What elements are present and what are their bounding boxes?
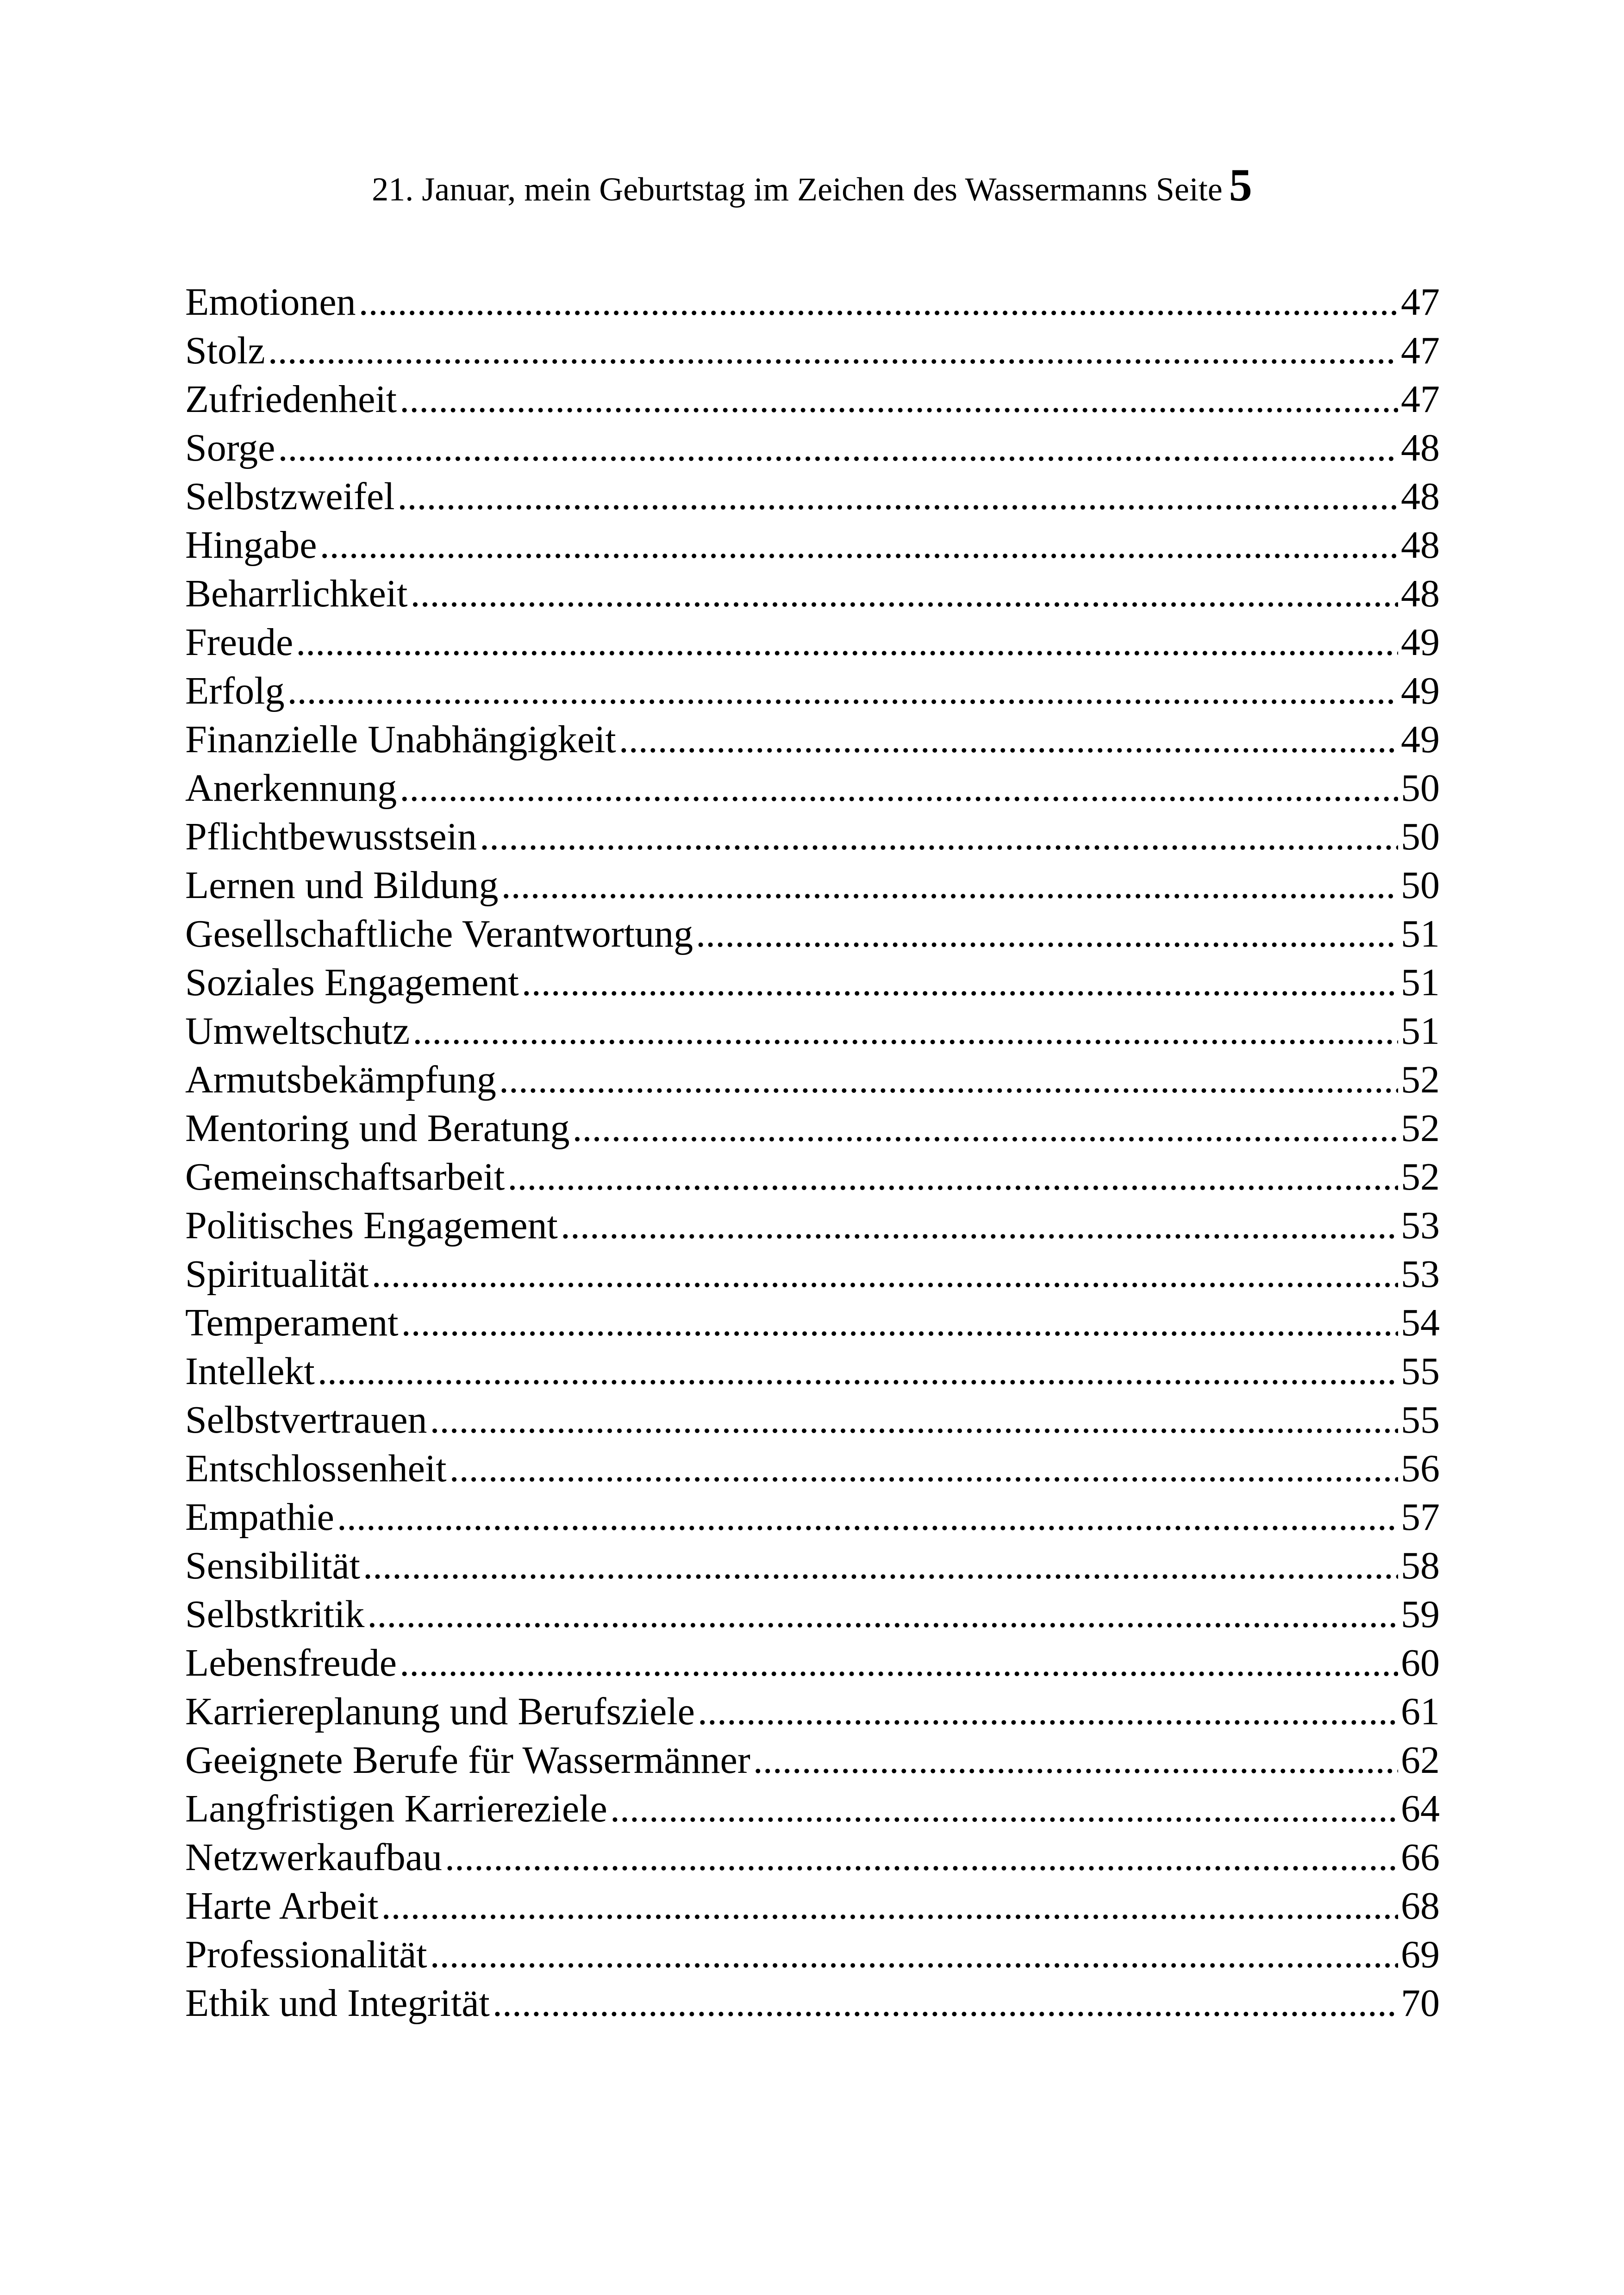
- toc-entry-title: Ethik und Integrität: [185, 1982, 490, 2025]
- toc-entry-page-number: 47: [1401, 329, 1440, 372]
- toc-entry-page-number: 52: [1401, 1107, 1440, 1150]
- toc-entry-title: Politisches Engagement: [185, 1204, 558, 1247]
- toc-entry-page-number: 61: [1401, 1690, 1440, 1733]
- toc-entry-page-number: 70: [1401, 1982, 1440, 2025]
- toc-entry-title: Selbstkritik: [185, 1593, 365, 1636]
- toc-dot-leader: [278, 424, 1398, 472]
- toc-entry-page-number: 47: [1401, 281, 1440, 324]
- toc-entry[interactable]: [185, 326, 1440, 375]
- toc-entry-title: Entschlossenheit: [185, 1447, 447, 1490]
- toc-dot-leader: [296, 618, 1398, 667]
- page-header: [0, 157, 1624, 213]
- toc-entry-title: Pflichtbewusstsein: [185, 815, 477, 858]
- toc-dot-leader: [412, 1007, 1398, 1055]
- toc-dot-leader: [430, 1930, 1398, 1979]
- toc-dot-leader: [401, 1298, 1398, 1347]
- toc-entry-page-number: 55: [1401, 1398, 1440, 1441]
- toc-entry-title: Umweltschutz: [185, 1010, 410, 1053]
- toc-dot-leader: [268, 326, 1398, 375]
- toc-entry[interactable]: [185, 861, 1440, 910]
- toc-entry-page-number: 68: [1401, 1884, 1440, 1927]
- toc-dot-leader: [445, 1833, 1398, 1882]
- toc-dot-leader: [363, 1541, 1398, 1590]
- toc-entry-page-number: 57: [1401, 1496, 1440, 1539]
- toc-entry-title: Intellekt: [185, 1350, 315, 1393]
- toc-dot-leader: [367, 1590, 1398, 1639]
- toc-entry-page-number: 56: [1401, 1447, 1440, 1490]
- toc-dot-leader: [337, 1493, 1398, 1541]
- toc-entry[interactable]: [185, 618, 1440, 667]
- toc-entry-title: Karriereplanung und Berufsziele: [185, 1690, 695, 1733]
- toc-entry-page-number: 48: [1401, 475, 1440, 518]
- toc-entry-page-number: 69: [1401, 1933, 1440, 1976]
- toc-entry-page-number: 49: [1401, 718, 1440, 761]
- toc-entry[interactable]: [185, 1201, 1440, 1250]
- toc-entry-title: Gesellschaftliche Verantwortung: [185, 912, 693, 955]
- toc-entry-title: Sorge: [185, 426, 275, 469]
- toc-entry-title: Beharrlichkeit: [185, 572, 408, 615]
- toc-entry[interactable]: [185, 375, 1440, 424]
- toc-dot-leader: [359, 278, 1398, 326]
- toc-entry[interactable]: [185, 667, 1440, 715]
- toc-entry[interactable]: [185, 1104, 1440, 1153]
- toc-entry-title: Soziales Engagement: [185, 961, 519, 1004]
- toc-dot-leader: [522, 958, 1398, 1007]
- toc-entry-title: Anerkennung: [185, 767, 397, 810]
- toc-entry[interactable]: [185, 1882, 1440, 1930]
- toc-entry-title: Professionalität: [185, 1933, 427, 1976]
- toc-entry-page-number: 51: [1401, 912, 1440, 955]
- toc-entry-page-number: 55: [1401, 1350, 1440, 1393]
- toc-entry-page-number: 51: [1401, 961, 1440, 1004]
- toc-dot-leader: [398, 472, 1398, 521]
- toc-entry[interactable]: [185, 958, 1440, 1007]
- toc-entry[interactable]: [185, 1153, 1440, 1201]
- toc-dot-leader: [287, 667, 1398, 715]
- toc-entry[interactable]: [185, 1979, 1440, 2027]
- toc-entry[interactable]: [185, 1250, 1440, 1298]
- toc-entry-page-number: 52: [1401, 1155, 1440, 1198]
- table-of-contents: [185, 278, 1440, 2027]
- toc-entry-page-number: 48: [1401, 426, 1440, 469]
- toc-entry-title: Netzwerkaufbau: [185, 1836, 443, 1879]
- toc-entry-title: Emotionen: [185, 281, 356, 324]
- toc-dot-leader: [450, 1444, 1398, 1493]
- toc-entry-title: Freude: [185, 621, 294, 664]
- toc-dot-leader: [561, 1201, 1398, 1250]
- toc-entry-page-number: 47: [1401, 378, 1440, 421]
- toc-entry[interactable]: [185, 1007, 1440, 1055]
- toc-entry-title: Selbstvertrauen: [185, 1398, 427, 1441]
- toc-entry-title: Spiritualität: [185, 1253, 369, 1296]
- toc-dot-leader: [753, 1736, 1398, 1784]
- toc-entry-title: Mentoring und Beratung: [185, 1107, 570, 1150]
- toc-entry-title: Lernen und Bildung: [185, 864, 499, 907]
- toc-dot-leader: [493, 1979, 1398, 2027]
- toc-dot-leader: [430, 1396, 1399, 1444]
- toc-dot-leader: [480, 812, 1398, 861]
- toc-dot-leader: [400, 764, 1398, 812]
- toc-entry[interactable]: [185, 1784, 1440, 1833]
- toc-entry[interactable]: [185, 569, 1440, 618]
- toc-entry-page-number: 52: [1401, 1058, 1440, 1101]
- toc-entry-title: Hingabe: [185, 524, 317, 567]
- toc-entry-page-number: 54: [1401, 1301, 1440, 1344]
- toc-entry-title: Langfristigen Karriereziele: [185, 1787, 607, 1830]
- toc-entry[interactable]: [185, 1590, 1440, 1639]
- toc-entry-title: Lebensfreude: [185, 1641, 397, 1684]
- toc-entry-page-number: 60: [1401, 1641, 1440, 1684]
- toc-entry[interactable]: [185, 910, 1440, 958]
- toc-dot-leader: [698, 1687, 1398, 1736]
- toc-entry-title: Sensibilität: [185, 1544, 360, 1587]
- toc-entry[interactable]: [185, 1833, 1440, 1882]
- toc-entry[interactable]: [185, 1639, 1440, 1687]
- toc-entry[interactable]: [185, 1930, 1440, 1979]
- toc-entry-title: Geeignete Berufe für Wassermänner: [185, 1739, 750, 1782]
- toc-entry-title: Zufriedenheit: [185, 378, 397, 421]
- toc-entry[interactable]: [185, 1298, 1440, 1347]
- toc-entry[interactable]: [185, 1055, 1440, 1104]
- toc-entry[interactable]: [185, 764, 1440, 812]
- toc-entry-title: Finanzielle Unabhängigkeit: [185, 718, 616, 761]
- toc-entry-page-number: 50: [1401, 815, 1440, 858]
- header-title: 21. Januar, mein Geburtstag im Zeichen des Wassermanns Seite: [372, 171, 1223, 208]
- toc-entry[interactable]: [185, 1396, 1440, 1444]
- toc-dot-leader: [320, 521, 1398, 569]
- toc-entry-title: Erfolg: [185, 669, 285, 712]
- toc-entry-page-number: 53: [1401, 1204, 1440, 1247]
- toc-entry-page-number: 50: [1401, 767, 1440, 810]
- toc-entry-page-number: 59: [1401, 1593, 1440, 1636]
- toc-entry[interactable]: [185, 472, 1440, 521]
- toc-entry[interactable]: [185, 424, 1440, 472]
- toc-entry[interactable]: [185, 1444, 1440, 1493]
- toc-entry[interactable]: [185, 1687, 1440, 1736]
- toc-dot-leader: [400, 1639, 1398, 1687]
- toc-entry-page-number: 66: [1401, 1836, 1440, 1879]
- toc-entry-title: Temperament: [185, 1301, 399, 1344]
- toc-entry[interactable]: [185, 1541, 1440, 1590]
- toc-dot-leader: [400, 375, 1398, 424]
- toc-entry[interactable]: [185, 1493, 1440, 1541]
- toc-entry-page-number: 48: [1401, 572, 1440, 615]
- toc-dot-leader: [619, 715, 1398, 764]
- toc-dot-leader: [318, 1347, 1398, 1396]
- toc-entry-title: Selbstzweifel: [185, 475, 395, 518]
- toc-dot-leader: [696, 910, 1398, 958]
- toc-entry-title: Armutsbekämpfung: [185, 1058, 496, 1101]
- toc-dot-leader: [610, 1784, 1398, 1833]
- toc-entry[interactable]: [185, 812, 1440, 861]
- toc-entry[interactable]: [185, 715, 1440, 764]
- toc-entry-page-number: 58: [1401, 1544, 1440, 1587]
- toc-entry[interactable]: [185, 278, 1440, 326]
- toc-entry-page-number: 49: [1401, 621, 1440, 664]
- toc-dot-leader: [410, 569, 1398, 618]
- toc-entry-page-number: 64: [1401, 1787, 1440, 1830]
- toc-dot-leader: [381, 1882, 1399, 1930]
- toc-entry-page-number: 53: [1401, 1253, 1440, 1296]
- toc-entry-title: Stolz: [185, 329, 265, 372]
- toc-entry[interactable]: [185, 1347, 1440, 1396]
- toc-entry-page-number: 62: [1401, 1739, 1440, 1782]
- toc-entry[interactable]: [185, 521, 1440, 569]
- toc-entry[interactable]: [185, 1736, 1440, 1784]
- toc-entry-page-number: 49: [1401, 669, 1440, 712]
- header-page-number: 5: [1229, 159, 1252, 211]
- toc-dot-leader: [501, 861, 1398, 910]
- toc-entry-title: Harte Arbeit: [185, 1884, 379, 1927]
- toc-dot-leader: [507, 1153, 1398, 1201]
- toc-entry-page-number: 50: [1401, 864, 1440, 907]
- toc-entry-title: Empathie: [185, 1496, 334, 1539]
- toc-entry-page-number: 48: [1401, 524, 1440, 567]
- toc-dot-leader: [499, 1055, 1398, 1104]
- toc-entry-title: Gemeinschaftsarbeit: [185, 1155, 505, 1198]
- toc-entry-page-number: 51: [1401, 1010, 1440, 1053]
- toc-dot-leader: [573, 1104, 1398, 1153]
- toc-dot-leader: [372, 1250, 1398, 1298]
